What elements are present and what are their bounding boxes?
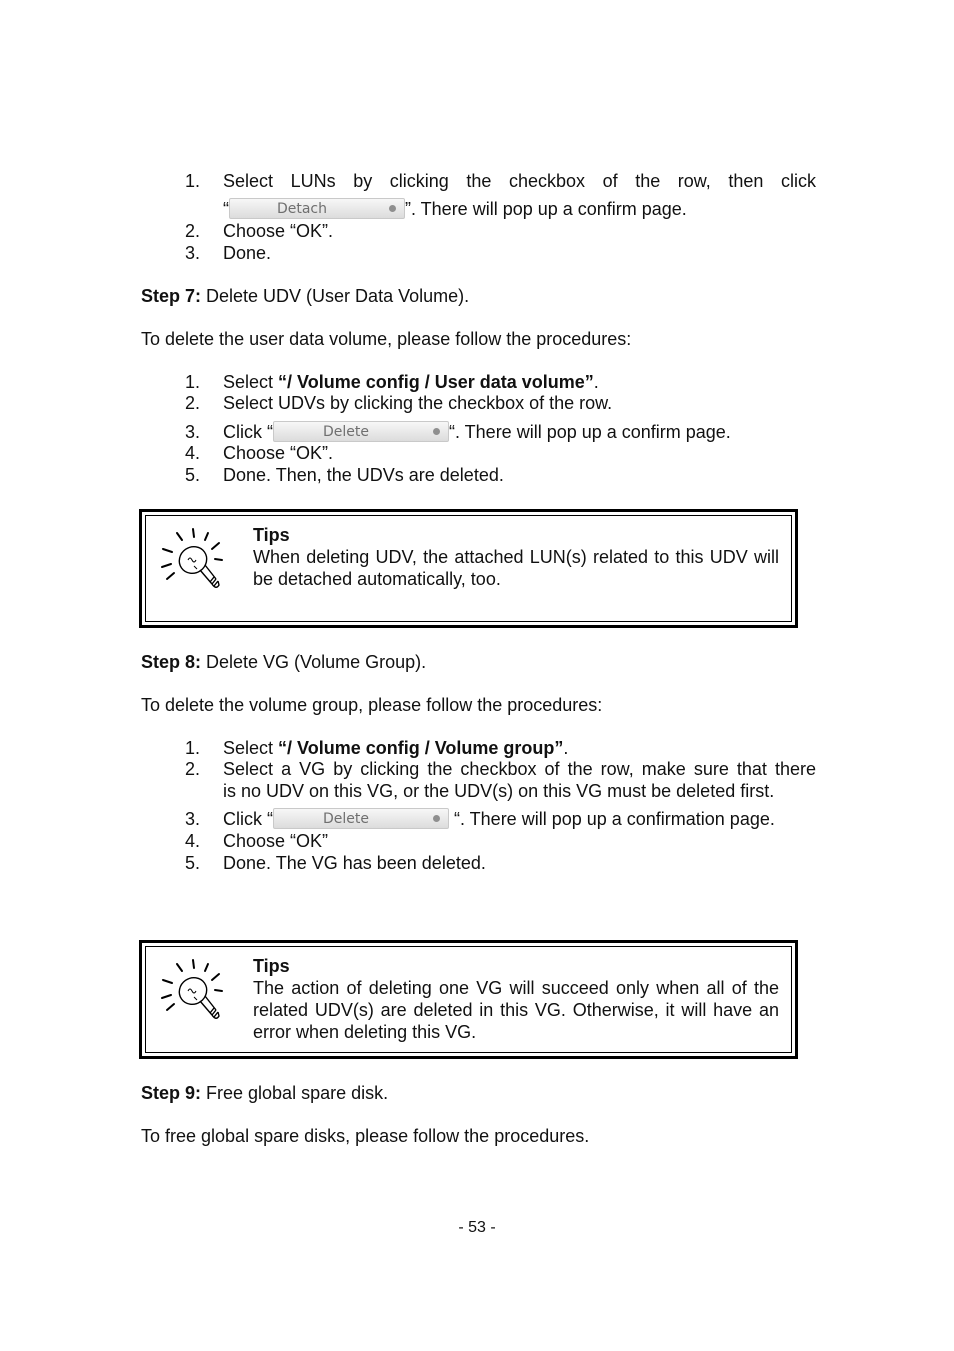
- list-item-text: Choose “OK”.: [223, 443, 334, 463]
- list-number: 3.: [185, 809, 201, 829]
- button-dot-icon: [433, 428, 440, 435]
- tips-box-inner: [145, 515, 792, 622]
- list-item-continuation: is no UDV on this VG, or the UDV(s) on this VG must be deleted first.: [223, 781, 775, 801]
- list-item-pre: Select: [223, 738, 279, 758]
- list-item-post: “. There will pop up a confirm page.: [449, 422, 731, 442]
- step-title: Delete VG (Volume Group).: [201, 652, 427, 672]
- list-number: 2.: [185, 759, 201, 779]
- lightbulb-icon: [159, 958, 231, 1024]
- list-item-text: Select LUNs by clicking the checkbox of the row, then click: [223, 171, 816, 191]
- menu-path: “/ Volume config / Volume group”: [278, 738, 564, 758]
- list-number: 4.: [185, 443, 201, 463]
- list-item-text: [223, 421, 816, 443]
- tips-content: [253, 955, 779, 1043]
- tips-title: [253, 955, 779, 977]
- quote-mark: “: [223, 199, 229, 219]
- menu-path: “/ Volume config / User data volume”: [278, 372, 594, 392]
- list-number: 4.: [185, 831, 201, 851]
- list-number: 1.: [185, 372, 201, 392]
- step-intro: To delete the volume group, please follow the procedures:: [141, 695, 603, 715]
- step-label: Step 9:: [141, 1083, 202, 1103]
- list-item-text: Done.: [223, 243, 272, 263]
- step-label: Step 8:: [141, 652, 202, 672]
- step-intro: To delete the user data volume, please follow the procedures:: [141, 329, 632, 349]
- tips-box-inner: [145, 946, 792, 1053]
- step-title: Delete UDV (User Data Volume).: [201, 286, 470, 306]
- list-number: 2.: [185, 393, 201, 413]
- list-item-post: .: [563, 738, 569, 758]
- list-item-pre: Click “: [223, 809, 273, 829]
- list-number: 3.: [185, 422, 201, 442]
- step-title: Free global spare disk.: [201, 1083, 389, 1103]
- step-heading: [141, 285, 469, 307]
- tips-title-text: Tips: [253, 525, 290, 545]
- button-dot-icon: [433, 815, 440, 822]
- list-item-text: Select a VG by clicking the checkbox of the row, make sure that there: [223, 759, 816, 779]
- list-item-text: Done. The VG has been deleted.: [223, 853, 486, 873]
- list-number: 5.: [185, 465, 201, 485]
- list-item-post: .: [593, 372, 599, 392]
- list-item-text: Select UDVs by clicking the checkbox of the row.: [223, 393, 613, 413]
- list-item-text: Done. Then, the UDVs are deleted.: [223, 465, 504, 485]
- detach-button-image: [229, 198, 405, 219]
- list-item-pre: Select: [223, 372, 279, 392]
- tips-box: [139, 940, 798, 1059]
- list-item-text: ”. There will pop up a confirm page.: [405, 199, 687, 219]
- step-heading: [141, 651, 426, 673]
- list-number: 5.: [185, 853, 201, 873]
- lightbulb-icon: [159, 527, 231, 593]
- list-item-continuation: [223, 198, 816, 220]
- delete-button-image: [273, 808, 449, 829]
- delete-button-label: Delete: [323, 810, 369, 827]
- list-item-text: [223, 737, 816, 759]
- delete-button-image: [273, 421, 449, 442]
- detach-button-label: Detach: [276, 200, 328, 217]
- delete-button-label: Delete: [323, 423, 369, 440]
- tips-title: [253, 524, 779, 546]
- list-number: 3.: [185, 243, 201, 263]
- tips-content: [253, 524, 779, 590]
- tips-body: When deleting UDV, the attached LUN(s) related to this UDV will be detached automatically, too.: [253, 547, 779, 589]
- tips-box: [139, 509, 798, 628]
- list-item-text: Choose “OK”.: [223, 221, 334, 241]
- tips-title-text: Tips: [253, 956, 290, 976]
- tips-body: The action of deleting one VG will succeed only when all of the related UDV(s) are deleted in this VG. Otherwise, it will have an error when deleting this VG.: [253, 978, 779, 1042]
- list-number: 1.: [185, 738, 201, 758]
- step-label: Step 7:: [141, 286, 202, 306]
- button-dot-icon: [389, 205, 396, 212]
- list-item-text: [223, 808, 816, 830]
- list-item-post: “. There will pop up a confirmation page.: [449, 809, 775, 829]
- step-intro: To free global spare disks, please follow the procedures.: [141, 1126, 590, 1146]
- list-item-text: [223, 371, 816, 393]
- list-item-pre: Click “: [223, 422, 273, 442]
- page-number: - 53 -: [458, 1219, 496, 1236]
- list-item-text: Choose “OK”: [223, 831, 329, 851]
- step-heading: [141, 1082, 388, 1104]
- list-number: 1.: [185, 171, 201, 191]
- list-number: 2.: [185, 221, 201, 241]
